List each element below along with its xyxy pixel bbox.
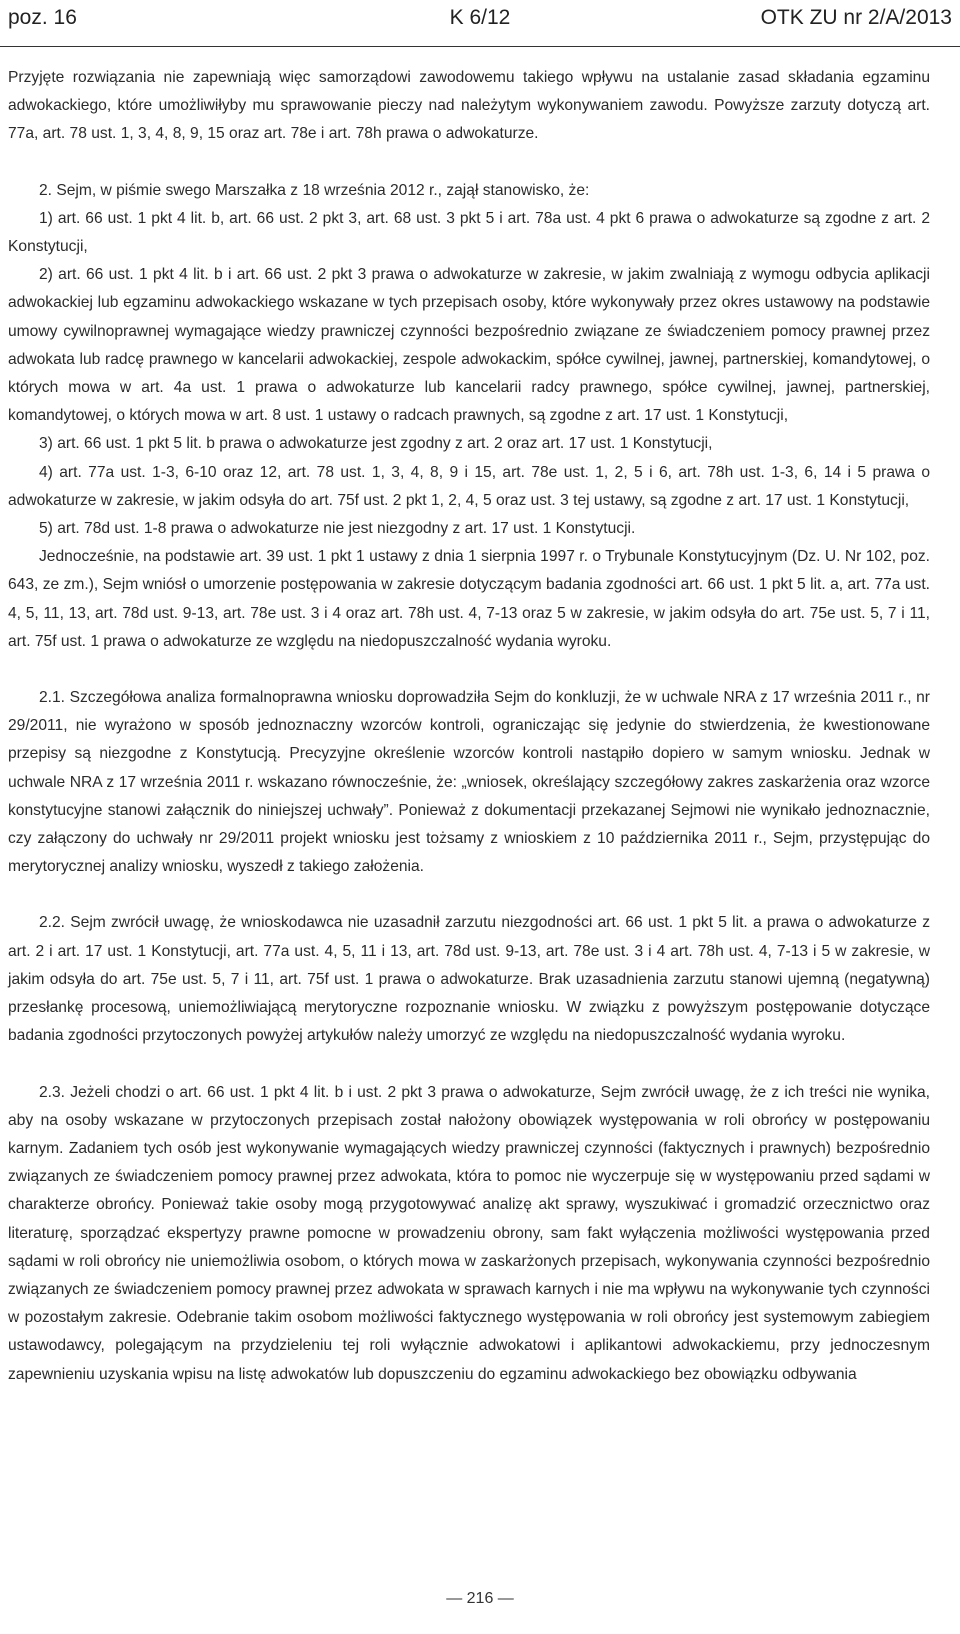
body-paragraph: 2.1. Szczegółowa analiza formalnoprawna wniosku doprowadziła Sejm do konkluzji, że w uchwale NRA z 17 września 2011 r., nr 29/2011, nie wyrażono w sposób jednoznaczny wzorców kontroli, ograniczając się jedynie do stwierdzenia, że kwestionowane przepisy są niezgodne z Konstytucją. Precyzyjne określenie wzorców kontroli nastąpiło dopiero w samym wniosku. Jednak w uchwale NRA z 17 września 2011 r. wskazano równocześnie, że: „wniosek, określający szczegółowy zakres zaskarżenia oraz wzorce konstytucyjne stanowi załącznik do niniejszej uchwały”. Ponieważ z dokumentacji przekazanej Sejmowi nie wynikało jednoznacznie, czy załączony do uchwały nr 29/2011 projekt wniosku jest tożsamy z wnioskiem z 10 października 2011 r., Sejm, przystępując do merytorycznej analizy wniosku, wyszedł z takiego założenia. <box>8 689 930 876</box>
paragraph-gap <box>8 656 930 684</box>
body-paragraph: 3) art. 66 ust. 1 pkt 5 lit. b prawa o adwokaturze jest zgodny z art. 2 oraz art. 17 ust. 1 Konstytucji, <box>39 435 713 453</box>
body-paragraph: 4) art. 77a ust. 1-3, 6-10 oraz 12, art. 78 ust. 1, 3, 4, 8, 9 i 15, art. 78e ust. 1, 2, 5 i 6, art. 78h ust. 1-3, 6, 14 i 5 prawa o adwokaturze w zakresie, w jakim odsyła do art. 75f ust. 2 pkt 1, 2, 4, 5 oraz ust. 3 tej ustawy, są zgodne z art. 17 ust. 1 Konstytucji, <box>8 463 930 509</box>
document-body <box>8 64 930 1389</box>
paragraph-gap <box>8 881 930 909</box>
body-paragraph: 2. Sejm, w piśmie swego Marszałka z 18 września 2012 r., zajął stanowisko, że: <box>39 181 590 199</box>
journal-reference: OTK ZU nr 2/A/2013 <box>760 6 952 29</box>
body-paragraph: 2) art. 66 ust. 1 pkt 4 lit. b i art. 66 ust. 2 pkt 3 prawa o adwokaturze w zakresie, w jakim zwalniają z wymogu odbycia aplikacji adwokackiej lub egzaminu adwokackiego wskazane w tych przepisach osoby, które wykonywały przez okres ustawowy na podstawie umowy cywilnoprawnej wymagające wiedzy prawniczej czynności bezpośrednio związane ze świadczeniem pomocy prawnej przez adwokata lub radcę prawnego w kancelarii adwokackiej, zespole adwokackim, spółce cywilnej, jawnej, partnerskiej, komandytowej, o których mowa w art. 4a ust. 1 prawa o adwokaturze lub kancelarii radcy prawnego, spółce cywilnej, jawnej, partnerskiej, komandytowej, o których mowa w art. 8 ust. 1 ustawy o radcach prawnych, są zgodne z art. 17 ust. 1 Konstytucji, <box>8 266 930 425</box>
page-number-footer: — 216 — <box>446 1590 514 1607</box>
body-paragraph: 2.2. Sejm zwrócił uwagę, że wnioskodawca nie uzasadnił zarzutu niezgodności art. 66 ust. 1 pkt 5 lit. a prawa o adwokaturze z art. 2 i art. 17 ust. 1 Konstytucji, art. 77a ust. 4, 5, 11 i 13, art. 78d ust. 9-13, art. 78e ust. 3 i 4 art. 78h ust. 4, 7-13 i 5 w zakresie, w jakim odsyła do art. 75e ust. 5, 7 i 11, art. 75f ust. 1 prawa o adwokaturze. Brak uzasadnienia zarzutu stanowi ujemną (negatywną) przesłankę procesową, uniemożliwiającą merytoryczne rozpoznanie wniosku. W związku z powyższym postępowanie dotyczące badania zgodności przytoczonych powyżej artykułów należy umorzyć ze względu na niedopuszczalność wydania wyroku. <box>8 914 930 1045</box>
body-paragraph: 5) art. 78d ust. 1-8 prawa o adwokaturze nie jest niezgodny z art. 17 ust. 1 Konstytucji. <box>39 520 636 538</box>
body-paragraph: Jednocześnie, na podstawie art. 39 ust. 1 pkt 1 ustawy z dnia 1 sierpnia 1997 r. o Trybunale Konstytucyjnym (Dz. U. Nr 102, poz. 643, ze zm.), Sejm wniósł o umorzenie postępowania w zakresie dotyczącym badania zgodności art. 66 ust. 1 pkt 5 lit. a, art. 77a ust. 4, 5, 11, 13, art. 78d ust. 9-13, art. 78e ust. 3 i 4 oraz art. 78h ust. 4, 7-13 oraz 5 w zakresie, w jakim odsyła do art. 75e ust. 5, 7 i 11, art. 75f ust. 1 prawa o adwokaturze ze względu na niedopuszczalność wydania wyroku. <box>8 548 930 650</box>
paragraph-gap <box>8 1051 930 1079</box>
body-paragraph: 2.3. Jeżeli chodzi o art. 66 ust. 1 pkt 4 lit. b i ust. 2 pkt 3 prawa o adwokaturze, Sejm zwrócił uwagę, że z ich treści nie wynika, aby na osoby wskazane w przytoczonych przepisach został nałożony obowiązek występowania w roli obrońcy w postępowaniu karnym. Zadaniem tych osób jest wykonywanie wymagających wiedzy prawniczej czynności (faktycznych i prawnych) bezpośrednio związanych ze świadczeniem pomocy prawnej przez adwokata, która to pomoc nie wyczerpuje się w występowaniu przed sądami w charakterze obrońcy. Ponieważ takie osoby mogą przygotowywać analizę akt sprawy, wyszukiwać i gromadzić orzecznictwo oraz literaturę, sporządzać ekspertyzy prawne pomocne w prowadzeniu obrony, sam fakt wyłączenia możliwości występowania przed sądami w roli obrońcy nie uniemożliwia osobom, o których mowa w zaskarżonych przepisach, wykonywania czynności bezpośrednio związanych ze świadczeniem pomocy prawnej przez adwokata w sprawach karnych i nie ma wpływu na wykonywanie tych czynności w pozostałym zakresie. Odebranie takim osobom możliwości faktycznego występowania w roli obrońcy jest systemowym zabiegiem ustawodawcy, polegającym na przydzieleniu tej roli wyłącznie adwokatowi i aplikantowi adwokackiemu, przy jednoczesnym zapewnieniu uzyskania wpisu na listę adwokatów lub dopuszczeniu do egzaminu adwokackiego bez obowiązku odbywania <box>8 1083 930 1383</box>
page-header <box>0 0 960 47</box>
body-paragraph: Przyjęte rozwiązania nie zapewniają więc samorządowi zawodowemu takiego wpływu na ustalanie zasad składania egzaminu adwokackiego, które umożliwiłyby mu sprawowanie pieczy nad należytym wykonywaniem zawodu. Powyższe zarzuty dotyczą art. 77a, art. 78 ust. 1, 3, 4, 8, 9, 15 oraz art. 78e i art. 78h prawa o adwokaturze. <box>8 69 930 143</box>
paragraph-gap <box>8 149 930 177</box>
page-position-label: poz. 16 <box>8 6 77 29</box>
case-number: K 6/12 <box>449 6 511 29</box>
body-paragraph: 1) art. 66 ust. 1 pkt 4 lit. b, art. 66 ust. 2 pkt 3, art. 68 ust. 3 pkt 5 i art. 78a ust. 4 pkt 6 prawa o adwokaturze są zgodne z art. 2 Konstytucji, <box>8 209 930 256</box>
